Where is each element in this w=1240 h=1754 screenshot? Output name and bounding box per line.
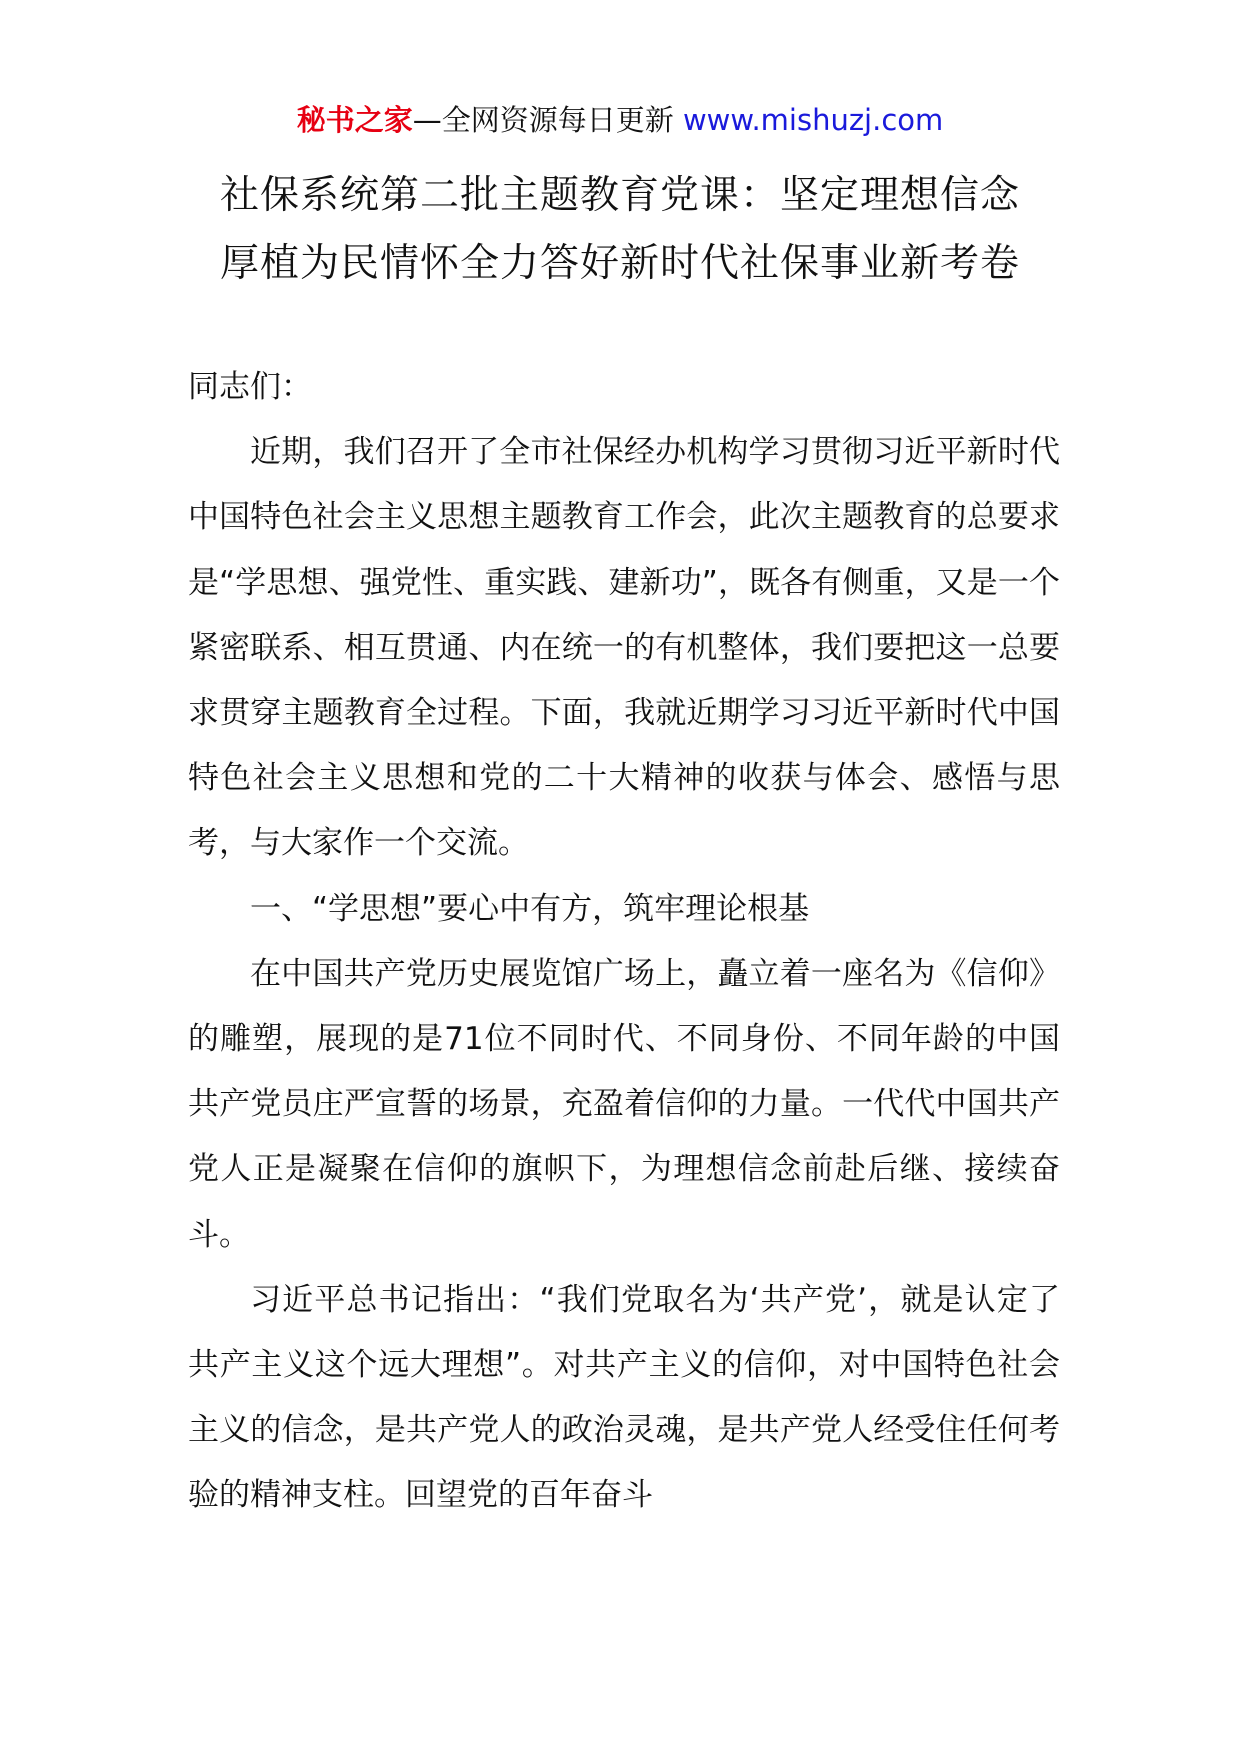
paragraph-intro: 近期，我们召开了全市社保经办机构学习贯彻习近平新时代中国特色社会主义思想主题教育工作会，此次主题教育的总要求是“学思想、强党性、重实践、建新功”，既各有侧重，又是一个紧密联系、相互贯通、内在统一的有机整体，我们要把这一总要求贯穿主题教育全过程。下面，我就近期学习习近平新时代中国特色社会主义思想和党的二十大精神的收获与体会、感悟与思考，与大家作一个交流。 [188, 434, 1060, 862]
site-url-link[interactable]: www.mishuzj.com [682, 103, 944, 137]
brand-name: 秘书之家 [296, 103, 413, 137]
paragraph-quote: 习近平总书记指出：“我们党取名为‘共产党’，就是认定了共产主义这个远大理想”。对共产主义的信仰，对中国特色社会主义的信念，是共产党人的政治灵魂，是共产党人经受住任何考验的精神支柱。回望党的百年奋斗 [188, 1281, 1060, 1514]
title-line-2: 厚植为民情怀全力答好新时代社保事业新考卷 [219, 241, 1020, 286]
watermark-header [0, 100, 1240, 140]
document-body [188, 355, 1060, 1529]
section-heading-1: 一、“学思想”要心中有方，筑牢理论根基 [250, 890, 810, 927]
brand-tagline: —全网资源每日更新 [412, 103, 674, 137]
document-title [0, 162, 1240, 298]
title-line-1: 社保系统第二批主题教育党课：坚定理想信念 [219, 173, 1020, 218]
salutation: 同志们： [188, 369, 312, 405]
paragraph-sculpture: 在中国共产党历史展览馆广场上，矗立着一座名为《信仰》的雕塑，展现的是71位不同时代、不同身份、不同年龄的中国共产党员庄严宣誓的场景，充盈着信仰的力量。一代代中国共产党人正是凝聚在信仰的旗帜下，为理想信念前赴后继、接续奋斗。 [188, 955, 1060, 1253]
